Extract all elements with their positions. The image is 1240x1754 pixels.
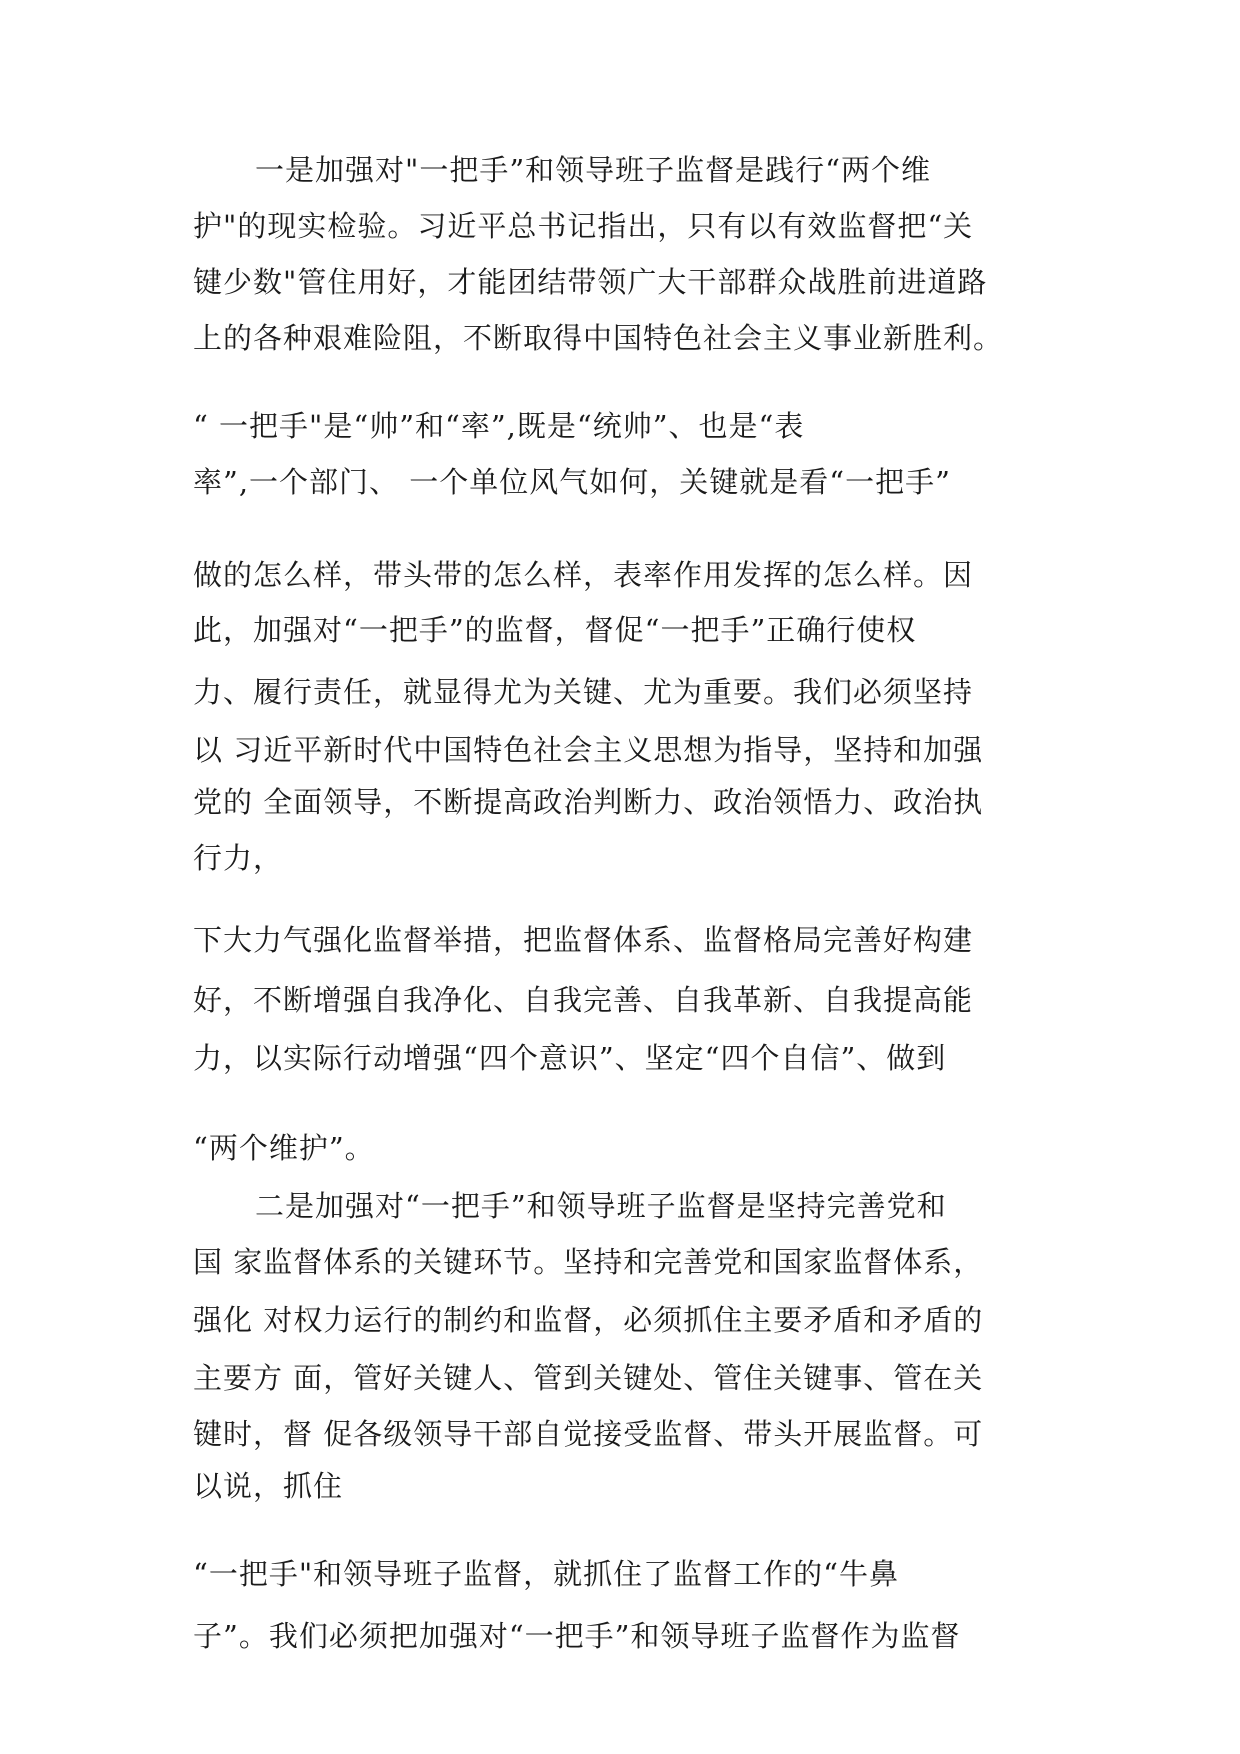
text-line: “两个维护”。 (193, 1131, 375, 1165)
text-line: 一是加强对"一把手”和领导班子监督是践行“两个维 (255, 153, 931, 187)
text-line: 键少数"管住用好，才能团结带领广大干部群众战胜前进道路 (193, 265, 988, 299)
text-line: 二是加强对“一把手”和领导班子监督是坚持完善党和 (255, 1189, 947, 1223)
text-line: 键时，督 促各级领导干部自觉接受监督、带头开展监督。可 (193, 1417, 984, 1451)
text-line: “ 一把手"是“帅”和“率”,既是“统帅”、也是“表 (193, 409, 805, 443)
text-line: 好，不断增强自我净化、自我完善、自我革新、自我提高能 (193, 983, 974, 1017)
text-line: “一把手"和领导班子监督，就抓住了监督工作的“牛鼻 (193, 1557, 899, 1591)
text-line: 以说，抓住 (193, 1469, 344, 1503)
text-line: 上的各种艰难险阻，不断取得中国特色社会主义事业新胜利。 (193, 321, 1004, 355)
text-line: 力，以实际行动增强“四个意识”、坚定“四个自信”、做到 (193, 1041, 947, 1075)
text-line: 下大力气强化监督举措，把监督体系、监督格局完善好构建 (193, 923, 974, 957)
text-line: 率”,一个部门、 一个单位风气如何，关键就是看“一把手” (193, 465, 951, 499)
text-line: 此，加强对“一把手”的监督，督促“一把手”正确行使权 (193, 613, 917, 647)
text-line: 护"的现实检验。习近平总书记指出，只有以有效监督把“关 (193, 209, 974, 243)
text-line: 强化 对权力运行的制约和监督，必须抓住主要矛盾和矛盾的 (193, 1303, 984, 1337)
text-line: 子”。我们必须把加强对“一把手”和领导班子监督作为监督 (193, 1619, 961, 1653)
text-line: 做的怎么样，带头带的怎么样，表率作用发挥的怎么样。因 (193, 558, 974, 592)
text-line: 力、履行责任，就显得尤为关键、尤为重要。我们必须坚持 (193, 675, 974, 709)
text-line: 国 家监督体系的关键环节。坚持和完善党和国家监督体系， (193, 1245, 984, 1279)
text-line: 主要方 面，管好关键人、管到关键处、管住关键事、管在关 (193, 1361, 984, 1395)
text-line: 行力， (193, 841, 284, 875)
text-line: 以 习近平新时代中国特色社会主义思想为指导，坚持和加强 (193, 733, 984, 767)
text-line: 党的 全面领导，不断提高政治判断力、政治领悟力、政治执 (193, 785, 984, 819)
